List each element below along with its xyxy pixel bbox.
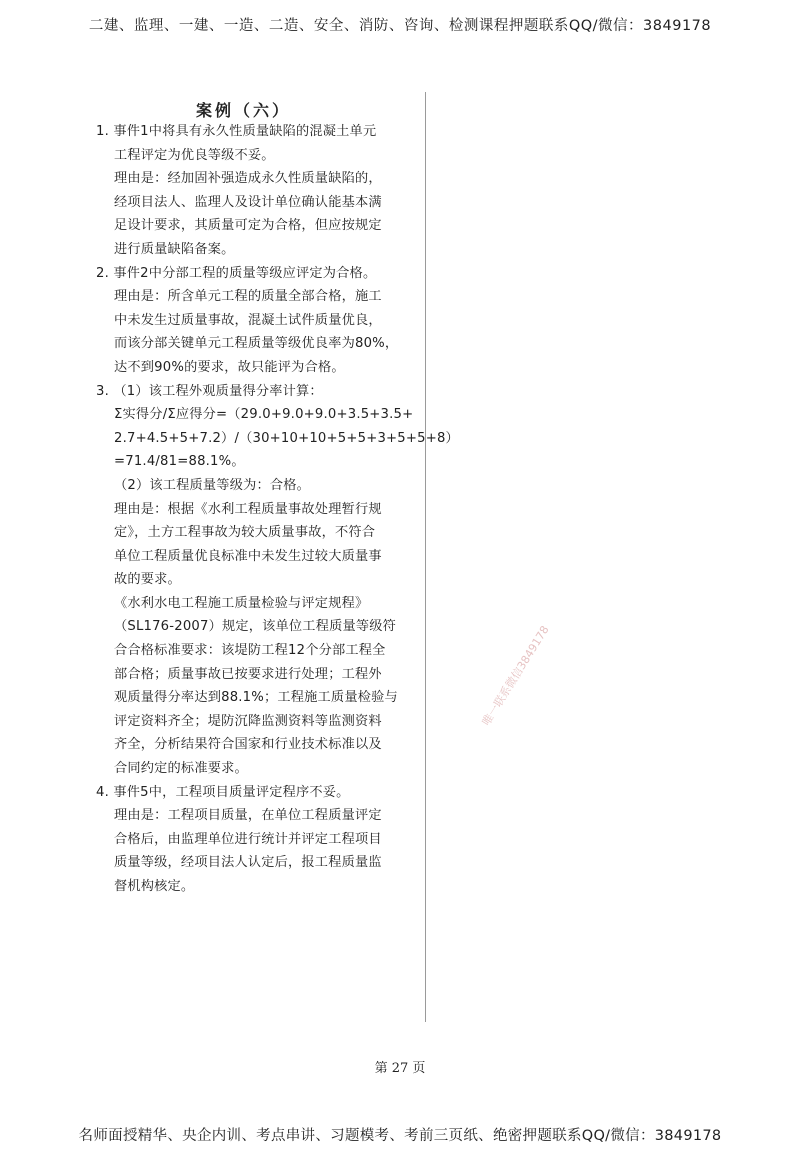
text-line: 理由是：工程项目质量，在单位工程质量评定 [114, 808, 382, 824]
text-line: 经项目法人、监理人及设计单位确认能基本满 [114, 194, 382, 210]
text-line: 理由是：根据《水利工程质量事故处理暂行规 [114, 501, 382, 517]
text-line: 4. 事件5中，工程项目质量评定程序不妥。 [96, 784, 350, 800]
case-title: 案例（六） [196, 101, 292, 120]
text-line: （2）该工程质量等级为：合格。 [114, 477, 311, 493]
text-line: 中未发生过质量事故，混凝土试件质量优良， [114, 312, 382, 328]
header-contact-banner: 二建、监理、一建、一造、二造、安全、消防、咨询、检测课程押题联系QQ/微信：3849178 [88, 18, 712, 34]
text-line: 观质量得分率达到88.1%；工程施工质量检验与 [114, 690, 398, 706]
text-line: 3. （1）该工程外观质量得分率计算： [96, 383, 323, 399]
text-line: 合合格标准要求：该堤防工程12个分部工程全 [114, 643, 386, 659]
text-line: 而该分部关键单元工程质量等级优良率为80%， [114, 336, 399, 352]
text-line: 齐全，分析结果符合国家和行业技术标准以及 [114, 737, 382, 753]
text-line: 故的要求。 [114, 572, 181, 588]
answer-body [96, 120, 459, 899]
text-line: 工程评定为优良等级不妥。 [114, 147, 275, 163]
text-line: 足设计要求，其质量可定为合格，但应按规定 [114, 218, 382, 234]
text-line: 达不到90%的要求，故只能评为合格。 [114, 359, 345, 375]
text-line: 2. 事件2中分部工程的质量等级应评定为合格。 [96, 265, 377, 281]
page-number: 第 27 页 [374, 1061, 426, 1076]
footer-contact-banner: 名师面授精华、央企内训、考点串讲、习题模考、考前三页纸、绝密押题联系QQ/微信：3849178 [78, 1128, 722, 1144]
text-line: 合格后，由监理单位进行统计并评定工程项目 [114, 831, 382, 847]
text-line: 评定资料齐全；堤防沉降监测资料等监测资料 [114, 713, 382, 729]
text-line: （SL176-2007）规定，该单位工程质量等级符 [114, 619, 397, 635]
text-line: 定》，土方工程事故为较大质量事故，不符合 [114, 525, 376, 541]
text-line: 1. 事件1中将具有永久性质量缺陷的混凝土单元 [96, 124, 377, 139]
text-line: 督机构核定。 [114, 879, 195, 894]
text-line: 单位工程质量优良标准中未发生过较大质量事 [114, 548, 382, 564]
text-line: Σ实得分/Σ应得分=（29.0+9.0+9.0+3.5+3.5+ [114, 407, 414, 423]
text-line: 合同约定的标准要求。 [114, 761, 248, 777]
text-line: 理由是：所含单元工程的质量全部合格，施工 [114, 289, 382, 305]
text-line: 部合格；质量事故已按要求进行处理；工程外 [114, 666, 382, 682]
watermark-text: 唯一联系微信3849178 [479, 623, 552, 728]
text-line: 质量等级，经项目法人认定后，报工程质量监 [114, 855, 382, 871]
text-line: 理由是：经加固补强造成永久性质量缺陷的， [114, 171, 382, 187]
text-line: 《水利水电工程施工质量检验与评定规程》 [114, 595, 369, 611]
text-line: 进行质量缺陷备案。 [114, 241, 235, 257]
column-divider [425, 92, 426, 1022]
text-line: =71.4/81=88.1%。 [114, 454, 245, 470]
text-line: 2.7+4.5+5+7.2）/（30+10+10+5+5+3+5+5+8） [114, 430, 459, 446]
